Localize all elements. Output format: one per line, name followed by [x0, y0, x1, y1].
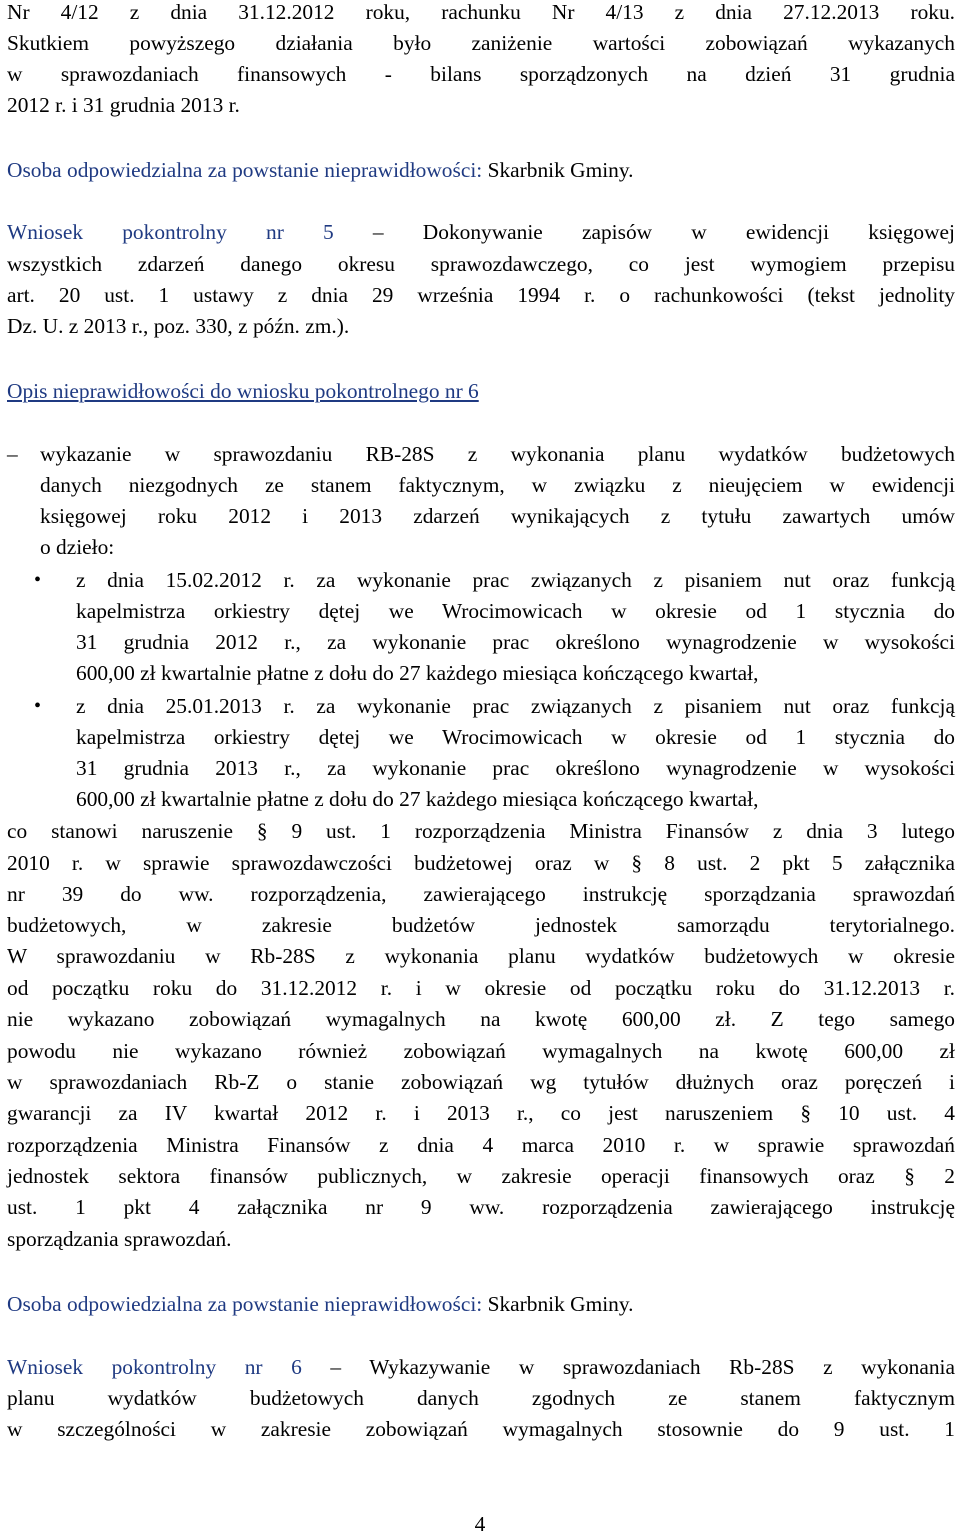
proposal-5-label: Wniosek pokontrolny nr 5: [7, 220, 334, 244]
proposal-6-label: Wniosek pokontrolny nr 6: [7, 1355, 302, 1379]
paragraph-line: co stanowi naruszenie § 9 ust. 1 rozporządzenia Ministra Finansów z dnia 3 lutego: [7, 819, 955, 843]
dash-marker: –: [7, 442, 18, 466]
paragraph-line: sporządzania sprawozdań.: [7, 1227, 232, 1251]
paragraph-line: Dz. U. z 2013 r., poz. 330, z późn. zm.).: [7, 314, 350, 338]
list-item-line: 31 grudnia 2013 r., za wykonanie prac określono wynagrodzenie w wysokości: [76, 756, 955, 780]
responsible-label: Osoba odpowiedzialna za powstanie nieprawidłowości:: [7, 1292, 483, 1316]
list-item-line: 600,00 zł kwartalnie płatne z dołu do 27 każdego miesiąca kończącego kwartał,: [76, 661, 759, 685]
section-heading: Opis nieprawidłowości do wniosku pokontrolnego nr 6: [7, 379, 479, 403]
dash-separator: –: [301, 1355, 370, 1379]
list-item-line: kapelmistrza orkiestry dętej we Wrocimowicach w okresie od 1 stycznia do: [76, 725, 955, 749]
paragraph-line: w szczególności w zakresie zobowiązań wymagalnych stosownie do 9 ust. 1: [7, 1417, 955, 1441]
list-item-line: księgowej roku 2012 i 2013 zdarzeń wynikających z tytułu zawartych umów: [40, 504, 955, 528]
list-item-line: wykazanie w sprawozdaniu RB-28S z wykonania planu wydatków budżetowych: [40, 442, 955, 466]
paragraph-line: nr 39 do ww. rozporządzenia, zawierającego instrukcję sporządzania sprawozdań: [7, 882, 955, 906]
paragraph-line: Nr 4/12 z dnia 31.12.2012 roku, rachunku Nr 4/13 z dnia 27.12.2013 roku.: [7, 0, 955, 24]
proposal-5-line: [7, 216, 955, 248]
list-item-line: o dzieło:: [40, 535, 115, 559]
proposal-6-line: [7, 1351, 955, 1383]
list-item-line: z dnia 25.01.2013 r. za wykonanie prac związanych z pisaniem nut oraz funkcją: [76, 694, 955, 718]
list-item-line: 31 grudnia 2012 r., za wykonanie prac określono wynagrodzenie w wysokości: [76, 630, 955, 654]
paragraph-line: budżetowych, w zakresie budżetów jednostek samorządu terytorialnego.: [7, 913, 955, 937]
responsible-value: Skarbnik Gminy.: [482, 158, 634, 182]
paragraph-line: W sprawozdaniu w Rb-28S z wykonania planu wydatków budżetowych w okresie: [7, 944, 955, 968]
responsible-value: Skarbnik Gminy.: [482, 1292, 634, 1316]
bullet-icon: •: [34, 695, 42, 717]
paragraph-line: ust. 1 pkt 4 załącznika nr 9 ww. rozporządzenia zawierającego instrukcję: [7, 1195, 955, 1219]
paragraph-line: wszystkich zdarzeń danego okresu sprawozdawczego, co jest wymogiem przepisu: [7, 252, 955, 276]
paragraph-line: od początku roku do 31.12.2012 r. i w okresie od początku roku do 31.12.2013 r.: [7, 976, 955, 1000]
paragraph-line: jednostek sektora finansów publicznych, w zakresie operacji finansowych oraz § 2: [7, 1164, 955, 1188]
responsible-person-line: [7, 1288, 955, 1320]
paragraph-line: 2010 r. w sprawie sprawozdawczości budżetowej oraz w § 8 ust. 2 pkt 5 załącznika: [7, 851, 955, 875]
dash-separator: –: [333, 220, 423, 244]
paragraph-line: rozporządzenia Ministra Finansów z dnia 4 marca 2010 r. w sprawie sprawozdań: [7, 1133, 955, 1157]
paragraph-line: gwarancji za IV kwartał 2012 r. i 2013 r., co jest naruszeniem § 10 ust. 4: [7, 1101, 955, 1125]
paragraph-line: 2012 r. i 31 grudnia 2013 r.: [7, 93, 240, 117]
list-item-line: kapelmistrza orkiestry dętej we Wrocimowicach w okresie od 1 stycznia do: [76, 599, 955, 623]
paragraph-line: planu wydatków budżetowych danych zgodnych ze stanem faktycznym: [7, 1386, 955, 1410]
paragraph-line: w sprawozdaniach Rb-Z o stanie zobowiązań wg tytułów dłużnych oraz poręczeń i: [7, 1070, 955, 1094]
paragraph-line: art. 20 ust. 1 ustawy z dnia 29 września 1994 r. o rachunkowości (tekst jednolity: [7, 283, 955, 307]
bullet-icon: •: [34, 569, 42, 591]
list-item-line: danych niezgodnych ze stanem faktycznym, w związku z nieujęciem w ewidencji: [40, 473, 955, 497]
proposal-5-text: Dokonywanie zapisów w ewidencji księgowej: [422, 220, 955, 244]
responsible-person-line: [7, 154, 955, 186]
paragraph-line: nie wykazano zobowiązań wymagalnych na kwotę 600,00 zł. Z tego samego: [7, 1007, 955, 1031]
list-item-line: z dnia 15.02.2012 r. za wykonanie prac związanych z pisaniem nut oraz funkcją: [76, 568, 955, 592]
paragraph-line: Skutkiem powyższego działania było zaniżenie wartości zobowiązań wykazanych: [7, 31, 955, 55]
responsible-label: Osoba odpowiedzialna za powstanie nieprawidłowości:: [7, 158, 483, 182]
list-item-line: 600,00 zł kwartalnie płatne z dołu do 27 każdego miesiąca kończącego kwartał,: [76, 787, 759, 811]
paragraph-line: w sprawozdaniach finansowych - bilans sporządzonych na dzień 31 grudnia: [7, 62, 955, 86]
proposal-6-text: Wykazywanie w sprawozdaniach Rb-28S z wykonania: [369, 1355, 955, 1379]
paragraph-line: powodu nie wykazano również zobowiązań wymagalnych na kwotę 600,00 zł: [7, 1039, 955, 1063]
page-number: 4: [474, 1512, 486, 1536]
